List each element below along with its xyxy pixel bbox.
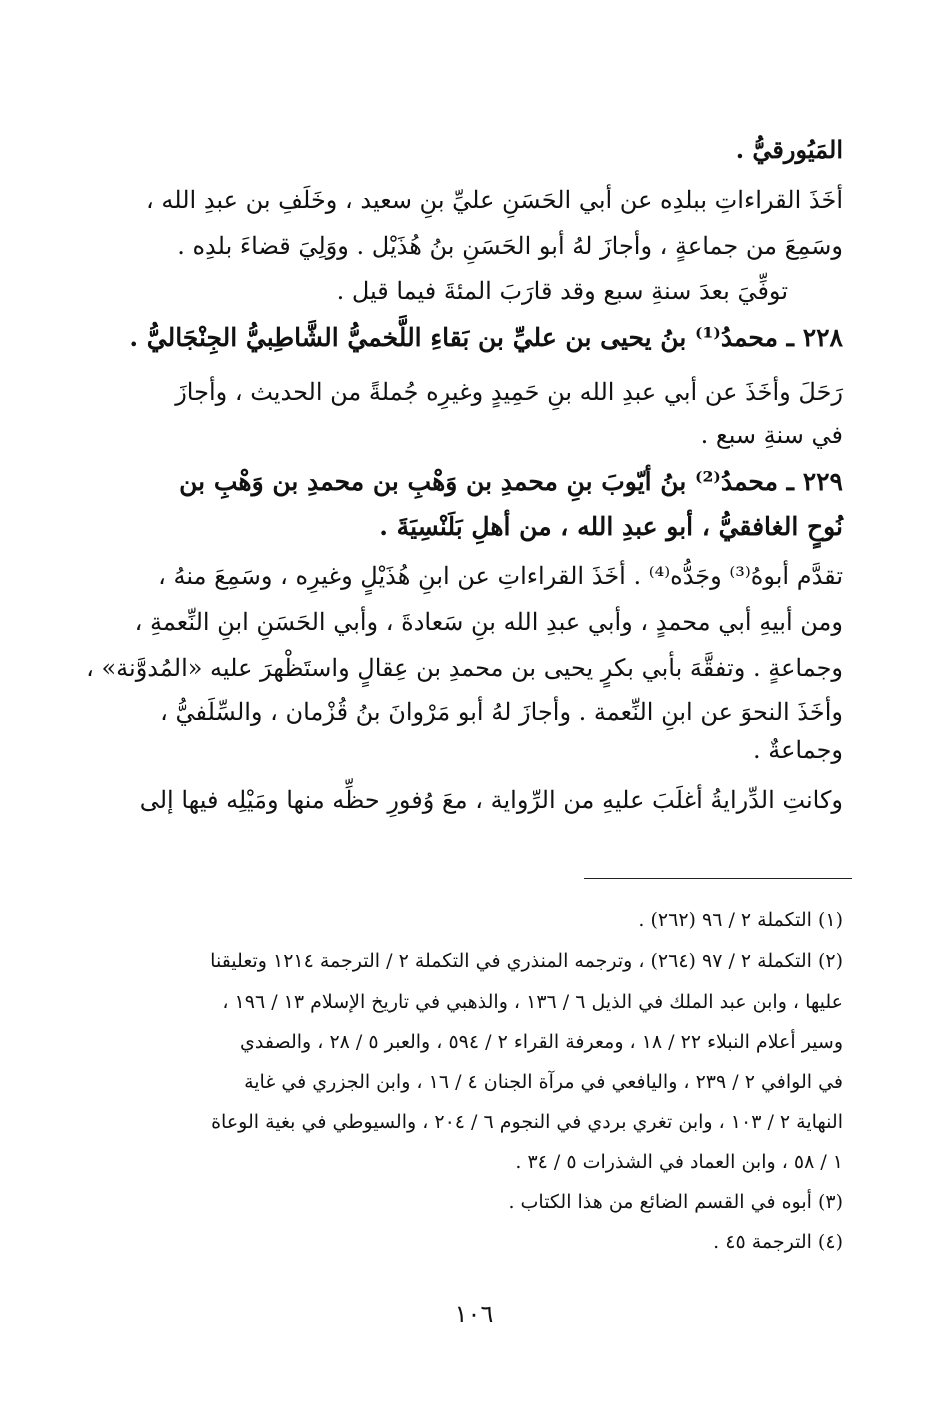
text-line: وجماعةٌ .: [752, 736, 843, 764]
text-line: وجماعةٍ . وتفقَّهَ بأبي بكرٍ يحيى بن محمدِ بن عِقالٍ واستَظْهرَ عليه «المُدوَّنة» ،: [86, 654, 843, 682]
footnote-line: النهاية ٢ / ١٠٣ ، وابن تغري بردي في النجوم ٦ / ٢٠٤ ، والسيوطي في بغية الوعاة: [211, 1111, 843, 1133]
text-line: أخَذَ القراءاتِ ببلدِه عن أبي الحَسَنِ عليِّ بنِ سعيد ، وخَلَفِ بن عبدِ الله ،: [146, 186, 843, 214]
entry-heading-229-cont: نُوحٍ الغافقيُّ ، أبو عبدِ الله ، من أهلِ بَلَنْسِيَةَ .: [379, 512, 843, 541]
text-line: وأخَذَ النحوَ عن ابنِ النِّعمة . وأجازَ لهُ أبو مَرْوانَ بنُ قُزْمان ، والسِّلَفيُّ ،: [160, 698, 843, 726]
text-line: المَيُورقيُّ .: [735, 135, 843, 164]
text-line: ومن أبيهِ أبي محمدٍ ، وأبي عبدِ الله بنِ سَعادةَ ، وأبي الحَسَنِ ابنِ النِّعمةِ ،: [134, 608, 843, 636]
text-line: وكانتِ الدِّرايةُ أغلَبَ عليهِ من الرِّواية ، معَ وُفورِ حظِّه منها ومَيْلِه فيها إلى: [139, 786, 843, 814]
page-number: ١٠٦: [454, 1300, 494, 1328]
footnote-line: وسير أعلام النبلاء ٢٢ / ١٨ ، ومعرفة القراء ٢ / ٥٩٤ ، والعبر ٥ / ٢٨ ، والصفدي: [240, 1031, 843, 1053]
footnote-line: (٣) أبوه في القسم الضائع من هذا الكتاب .: [508, 1191, 843, 1213]
footnote-line: (٢) التكملة ٢ / ٩٧ (٢٦٤) ، وترجمه المنذري في التكملة ٢ / الترجمة ١٢١٤ وتعليقنا: [210, 950, 843, 972]
footnote-line: ١ / ٥٨ ، وابن العماد في الشذرات ٥ / ٣٤ .: [515, 1151, 843, 1173]
text-line: في سنةِ سبع .: [700, 421, 843, 449]
footnote-line: في الوافي ٢ / ٢٣٩ ، واليافعي في مرآة الجنان ٤ / ١٦ ، وابن الجزري في غاية: [244, 1071, 843, 1093]
text-line: وسَمِعَ من جماعةٍ ، وأجازَ لهُ أبو الحَسَنِ بنُ هُذَيْل . ووَلِيَ قضاءَ بلدِه .: [177, 232, 843, 260]
text-line: تقدَّم أبوهُ⁽³⁾ وجَدُّه⁽⁴⁾ . أخَذَ القراءاتِ عن ابنِ هُذَيْلٍ وغيرِه ، وسَمِعَ منهُ ،: [158, 562, 843, 590]
footnote-line: (٤) الترجمة ٤٥ .: [713, 1231, 843, 1253]
entry-heading-229: ٢٢٩ ـ محمدُ⁽²⁾ بنُ أيّوبَ بنِ محمدِ بن وَهْبِ بن محمدِ بن وَهْبِ بن: [179, 467, 843, 496]
text-line: رَحَلَ وأخَذَ عن أبي عبدِ الله بنِ حَمِيدٍ وغيرِه جُملةً من الحديث ، وأجازَ: [175, 378, 843, 406]
text-line: توفِّيَ بعدَ سنةِ سبع وقد قارَبَ المئةَ فيما قيل .: [336, 277, 788, 305]
entry-heading-228: ٢٢٨ ـ محمدُ⁽¹⁾ بنُ يحيى بن عليِّ بن بَقاءِ اللَّخميُّ الشَّاطِبيُّ الجِنْجَاليُّ .: [129, 323, 843, 352]
footnote-line: (١) التكملة ٢ / ٩٦ (٢٦٢) .: [638, 909, 843, 931]
footnote-separator: [584, 878, 852, 879]
footnote-line: عليها ، وابن عبد الملك في الذيل ٦ / ١٣٦ ، والذهبي في تاريخ الإسلام ١٣ / ١٩٦ ،: [222, 991, 843, 1013]
